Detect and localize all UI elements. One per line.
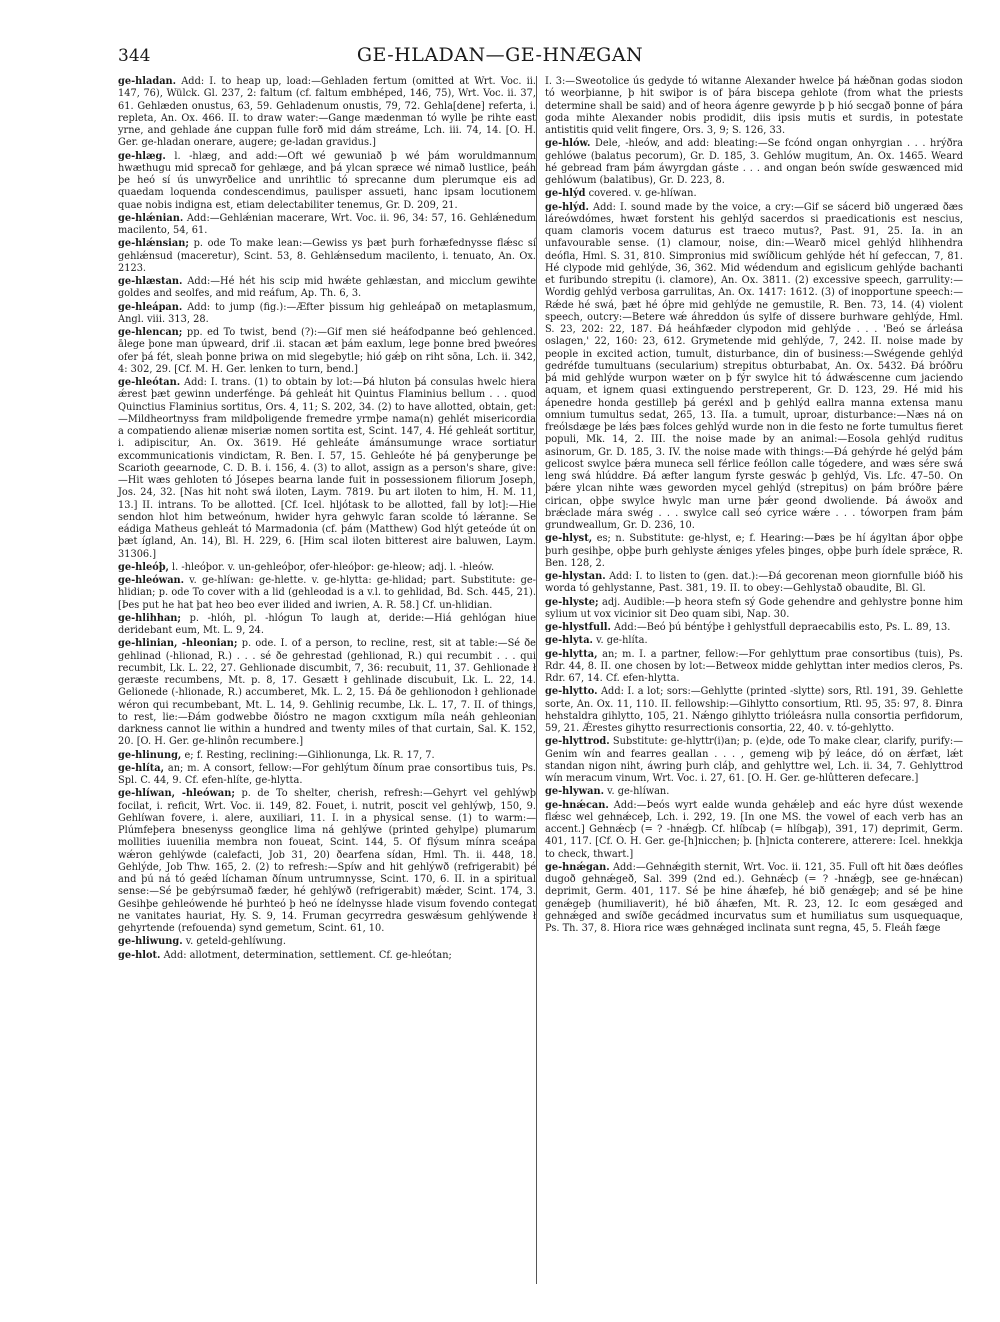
dictionary-entry bbox=[118, 638, 536, 748]
dictionary-entry bbox=[545, 786, 963, 798]
dictionary-entry bbox=[545, 736, 963, 785]
entry-headword: ge-hlów. bbox=[545, 138, 591, 150]
entry-body: adj. Audible:—þ heora stefn sý Gode gehendre and gehlystre þonne him sylium ut vox vicinior sit Deo quam sibi, Nap. 30. bbox=[545, 596, 963, 620]
entry-headword: ge-hlǽnian. bbox=[118, 212, 184, 224]
entry-headword: ge-hlytto. bbox=[545, 686, 598, 698]
dictionary-entry bbox=[545, 800, 963, 861]
entry-headword: ge-hliwung. bbox=[118, 936, 183, 948]
entry-headword: ge-hlyttrod. bbox=[545, 736, 610, 748]
entry-headword: ge-hlinung, bbox=[118, 749, 182, 761]
dictionary-entry bbox=[545, 138, 963, 187]
entry-body: Add:—Hé hét his scip mid hwǽte gehlæstan, and micclum gewihte goldes and seolfes, and mid reáfum, Ap. Th. 6, 3. bbox=[118, 276, 536, 300]
entry-headword: ge-hlot. bbox=[118, 949, 161, 961]
entry-body: l. -hleóþor. v. un-gehleóþor, ofer-hleóþor: ge-hleow; adj. l. -hleów. bbox=[171, 561, 495, 573]
entry-body: Add: to jump (fig.):—Æfter þissum hig gehleápað on metaplasmum, Angl. viii. 313, 28. bbox=[118, 301, 536, 325]
entry-headword: ge-hlyste; bbox=[545, 596, 599, 608]
dictionary-entry bbox=[545, 76, 963, 137]
dictionary-entry bbox=[118, 213, 536, 238]
entry-body: v. ge-hlíwan: ge-hlette. v. ge-hlytta: ge-hlidad; part. Substitute: ge-hlidian; p. ode To cover with a lid (gehleodad is a v.l. to gehlidad, Bd. Sch. 445, 21). [Þes put he hat þat heo beo ever ilided and iwrien, A. R. 58.] Cf. un-hlidian. bbox=[118, 575, 536, 611]
dictionary-entry bbox=[118, 613, 536, 638]
entry-headword: ge-hlyta. bbox=[545, 635, 593, 647]
entry-headword: ge-hlýd bbox=[545, 188, 586, 200]
entry-body: e; f. Resting, reclining:—Gihlionunga, Lk. R. 17, 7. bbox=[184, 749, 435, 761]
entry-body: Substitute: ge-hlyttr(i)an; p. (e)de, ode To make clear, clarify, purify:—Genim wín and fearres geallan . . . , gemeng wiþ þý leáce, dó on ǽrfæt, lǽt standan nigon niht, áwring þurh cláþ, and gehlyttre wel, Lch. ii. 34, 7. Gehlyttrod wín meracum vinum, Wrt. Voc. i. 27, 61. [O. H. Ger. ge-hlûtteren defecare.] bbox=[545, 736, 963, 784]
dictionary-entry bbox=[118, 575, 536, 612]
entry-body: v. ge-hlíta. bbox=[596, 635, 648, 647]
entry-headword: ge-hlíwan, -hleówan; bbox=[118, 788, 236, 800]
entry-headword: ge-hlæstan. bbox=[118, 276, 183, 287]
entry-body: covered. v. ge-hlíwan. bbox=[588, 188, 697, 200]
entry-body: pp. ed To twist, bend (?):—Gif men sié heáfodpanne beó gehlenced. ālege þone man úpweard, drif .ii. stacan æt þám eaxlum, lege þonne bred þweóres ofer þá fét, sleah þonne þriwa on mid slegebytle; hió gǽþ on riht sōna, Lch. ii. 342, 4: 302, 29. [Cf. M. H. Ger. lenken to turn, bend.] bbox=[118, 327, 536, 375]
entry-headword: ge-hlywan. bbox=[545, 786, 605, 798]
dictionary-entry bbox=[545, 533, 963, 570]
entry-body: v. ge-hlíwan. bbox=[607, 786, 670, 798]
dictionary-entry bbox=[545, 188, 963, 200]
entry-headword: ge-hleápan. bbox=[118, 301, 183, 313]
entry-headword: ge-hlystan. bbox=[545, 571, 606, 582]
dictionary-entry bbox=[118, 76, 536, 150]
dictionary-entry bbox=[545, 635, 963, 647]
entry-body: Add: I. a lot; sors:—Gehlytte (printed -slytte) sors, Rtl. 191, 39. Gehlette sorte, An. Ox. 11, 110. II. fellowship:—Gihlytto consortium, Rtl. 95, 35: 97, 8. Ðinra hehstaldra gihlytto, 105, 21. Nǽngo gihlytto trióleásra nulla consortia perfidorum, 59, 21. Ǽrestes gihytto resurrectionis consortia, 22, 40. v. tó-gehlytto. bbox=[545, 686, 963, 734]
dictionary-entry bbox=[545, 571, 963, 596]
entry-body: Add:—Gehlǽnian macerare, Wrt. Voc. ii. 96, 34: 57, 16. Gehlǽnedum macilento, 54, 61. bbox=[118, 212, 536, 236]
entry-headword: ge-hnǽcan. bbox=[545, 799, 609, 811]
entry-body: I. 3:—Sweotolice ús gedyde tó witanne Alexander hwelce þá hǽðnan godas siodon tó weorþianne, þ hit swiþor is of þára biscepa gehlote (from what the priests determine shall be said) and of heora ágenre gewyrde þ þ hió secgað þonne of þára goda mihte Alexander nobis prodidit, diis ipsis mutis et surdis, in potestate antistitis quid velit fingere, Ors. 3, 9; S. 126, 33. bbox=[545, 76, 963, 136]
entry-headword: ge-hleótan. bbox=[118, 377, 181, 388]
entry-body: p. ode To make lean:—Gewiss ys þæt þurh forhæfednysse flǽsc sí gehlǽnsud (maceretur), Scint. 53, 8. Gehlǽnsedum macilento, i. tenuato, An. Ox. 2123. bbox=[118, 238, 536, 274]
entry-headword: ge-hlinian, -hleonian; bbox=[118, 638, 238, 650]
left-column bbox=[118, 76, 536, 962]
dictionary-entry bbox=[118, 151, 536, 212]
entry-headword: ge-hlyst, bbox=[545, 533, 593, 545]
entry-headword: ge-hlencan; bbox=[118, 327, 183, 338]
entry-headword: ge-hleówan. bbox=[118, 575, 185, 586]
dictionary-entry bbox=[118, 950, 536, 962]
dictionary-entry bbox=[118, 763, 536, 788]
entry-body: p. ode. I. of a person, to recline, rest, sit at table:—Sé ðe gehlinad (-hlionad, R.) . . . sé ðe gehrestad (gehlionad, R.) qui recumbit . . . qui recumbit, Lk. L. 22, 27. Gehlionade discumbit, 7, 36: recubuit, 11, 37. Gehlionade ł geræste recumbens, Mt. p. 8, 17. Gesætt ł gehlinade discubuit, Lk. L. 22, 14. Gelionede (-hlionade, R.) accumberet, Mk. L. 2, 15. Ðá ðe gehlionodon ł gehlionade wéron qui recumbebant, Mt. L. 14, 9. Gehlinig recumbe, Lk. L. 17, 7. II. of things, to rest, lie:—Ðám godwebbe ðióstro ne magon cxxtigum míla neáh gehleonian darkness cannot lie within a hundred and twenty miles of that curtain, Sal. K. 152, 20. [O. H. Ger. ge-hlinôn recumbere.] bbox=[118, 638, 536, 748]
entry-body: p. de To shelter, cherish, refresh:—Gehyrt vel gehlýwþ focilat, i. reficit, Wrt. Voc. ii. 149, 82. Fouet, i. nutrit, poscit vel gehlýwþ, 150, 9. Gehlíwan fovere, i. alere, auxiliari, 11. I. in a physical sense. (1) to warm:—Plúmfeþera bnesenyss geonglice lima ná gehlýwe (printed gehylpe) plumarum mollities iuuenilia membra non foueat, Scint. 144, 5. Of flýsum mínra sceápa wǽron gehlýwde (calefacti, Job 31, 20) ðearfena sídan, Hml. Th. ii. 448, 18. Gehlýde, Job Thw. 165, 2. (2) to refresh:—Spíw and hit gehlýwð (refrigerabit) þé and þú ná tó geǽd líchaman ðínum untrumnysse, Scint. 170, 6. II. in a spiritual sense:—Sé þe gebýrsumað fæder, hé gehlýwð (refrigerabit) mǽder, Scint. 174, 3. Gesihþe gehleówende hé þurhteó þ heó ne ídelnysse hlade visum fovendo contegat ne vanitates hauriat, Hy. S. 9, 14. Fruman gecyrredra geswǽsum gehlýwende ł gehyrtende (refouenda) synd gemetum, Scint. 61, 10. bbox=[118, 788, 536, 934]
entry-body: Add:—Þeós wyrt ealde wunda gehǽleþ and eác hyre dúst wexende flǽsc wel gehnǽceþ, Lch. i. 292, 19. [In one MS. the vowel of each verb has an accent.] Gehnǽcþ (= ? -hnǽgþ. Cf. hlíbcaþ (= hlíbgaþ), 391, 17) deprimit, Germ. 401, 117. [Cf. O. H. Ger. ge-[h]nicchen; þ. [h]nicta conterere, atterere: Icel. hnekkja to check, thwart.] bbox=[545, 799, 963, 860]
right-column bbox=[545, 76, 963, 935]
entry-headword: ge-hlæg. bbox=[118, 150, 166, 162]
entry-body: l. -hlæg, and add:—Oft wé gewuniað þ wé þám woruldmannum hwæthugu mid sprecað for gehlæge, and þá ylcan spræce wé nimað lustlice, þeáh þe heó sí ús unwyrðelice and unrihtlic tó sprecanne dum plerumque eis ad quaedam loquenda condescendimus, paulisper assueti, hanc ipsam locutionem quae nobis indigna est, etiam delectabiliter tenemus, Gr. D. 209, 21. bbox=[118, 150, 536, 211]
entry-headword: ge-hleóþ, bbox=[118, 561, 169, 573]
dictionary-entry bbox=[118, 302, 536, 327]
dictionary-entry bbox=[545, 649, 963, 686]
entry-body: Add: I. sound made by the voice, a cry:—Gif se sácerd bið ungeræd ðæs láreówdómes, hwæt forstent his gehlýd sacerdos si praedicationis est nescius, quam clamoris vocem daturus est traeco mutus?, Past. 91, 25. Ia. in an unfavourable sense. (1) clamour, noise, din:—Wearð micel gehlýd hlihhendra deófla, Hml. S. 31, 810. Simpronius mid swíðlicum gehlýde hét hí gefeccan, 7, 81. Hé clypode mid gehlýde, 36, 362. Mid wédendum and egislicum gehlýde bachanti et furibundo strepitu (i. clamore), An. Ox. 3811. (2) excessive speech, garrulity:—Wordig gehlýd verbosa garrulitas, An. Ox. 1417: 1612. (3) of inopportune speech:—Rǽde hé swá, þæt hé óþre mid gehlýde ne gemustile, R. Ben. 73, 14. (4) violent speech, outcry:—Betere wǽ áhreddon ús sylfe of dissere burhware gehlýde, Hml. S. 23, 202: 22, 187. Ðá heáhfæder clypodon mid gehlýde . . . 'Beó se árleása oslagen,' 22, 160: 23, 612. Grymetende mid gehlýde, 7, 242. II. noise made by people in excited action, tumult, disturbance, din of business:—Swégende gehlýd gedréfde tumultuans (secularium) strepitus obturbabat, An. Ox. 5432. Ðá bróðru þá mid gehlýde wurpon wæter on þ fýr swylce hit tó ádwǽscenne cum jaciendo aquam, et ignem quasi extinguendo perstreperent, Gr. D. 123, 29. Hé mid his ápenedre honda gestilleþ þá geréxl and þ gehlýd eallra manna extensa manu omnium tumultus sedat, 265, 13. IIa. a tumult, uproar, disturbance:—Næs ná on freólsdæge þe lǽs þæs folces gehlýd wurde non in die festo ne forte tumultus fieret populi, Mk. 14, 2. III. the noise made by an animal:—Eosola gehlýd ruditus asinorum, Gr. D. 185, 3. IV. the noise made with things:—Ðá gehýrde hé gelýd þám gelicost swylce þǽra muneca sell férlice feóllon calle tógedere, and wæs sére swá leng swá hlúddre. Ðá æfter langum fyrste geswác þ gehlýd, Vis. Lfc. 47–50. On þǽre ylcan nihte wæs geworden mycel gehlýd (strepitus) on þám bróðre þǽre cirican, oþþe swylce hwylc man urne þǽr geond dwoliende. Þá áwoöx and brǽclade mára swég . . . swylce call seó cyrice wǽre . . . tóworpen fram þám grundweallum, Gr. D. 236, 10. bbox=[545, 201, 963, 531]
entry-headword: ge-hlíta, bbox=[118, 762, 164, 774]
dictionary-entry bbox=[118, 562, 536, 574]
column-divider bbox=[536, 76, 537, 1284]
dictionary-entry bbox=[118, 377, 536, 561]
dictionary-entry bbox=[118, 788, 536, 935]
dictionary-entry bbox=[118, 276, 536, 301]
dictionary-entry bbox=[118, 327, 536, 376]
entry-headword: ge-hlýd. bbox=[545, 201, 589, 213]
dictionary-entry bbox=[545, 622, 963, 634]
entry-headword: ge-hlihhan; bbox=[118, 612, 182, 624]
entry-body: p. -hlóh, pl. -hlógun To laugh at, deride:—Hiá gehlógan hiue deridebant eum, Mt. L. 9, 24. bbox=[118, 612, 536, 636]
page-number: 344 bbox=[118, 46, 151, 66]
entry-body: Add:—Gehnǽgith sternit, Wrt. Voc. ii. 121, 35. Full oft hit ðæs deófles dugoð gehnǽgeð, Sal. 399 (2nd ed.). Gehnǽcþ (= ? -hnǽgþ, see ge-hnǽcan) deprimit, Germ. 401, 117. Sé þe hine áhæfeþ, hé bið genǽgeþ; and sé þe hine genǽgeþ (humiliaverit), hé bið áhæfen, Mt. R. 23, 12. Ic eom gesǽged and gehnǽged and swíðe gecádmed incurvatus sum et humiliatus sum usquequaque, Ps. Th. 37, 8. Hiora rice wæs gehnǽged inclinata sunt regna, 45, 5. Fleáh fæge bbox=[545, 861, 963, 934]
entry-body: Add: allotment, determination, settlement. Cf. ge-hleótan; bbox=[163, 949, 452, 961]
dictionary-entry bbox=[545, 202, 963, 533]
entry-headword: ge-hladan. bbox=[118, 76, 177, 87]
entry-headword: ge-hnǽgan. bbox=[545, 861, 610, 873]
entry-headword: ge-hlytta, bbox=[545, 648, 598, 660]
entry-body: Add:—Beó þú béntýþe ł gehlystfull depraecabilis esto, Ps. L. 89, 13. bbox=[614, 622, 951, 633]
entry-body: Add: I. to heap up, load:—Gehladen fertum (omitted at Wrt. Voc. ii. 147, 76), Wülck. Gl. 237, 2: faltum (cf. faltum embhéped, 146, 75), Wrt. Voc. ii. 37, 61. Gehlæden onustus, 63, 59. Gehladenum onustis, 79, 72. Gehla[dene] referta, i. repleta, An. Ox. 466. II. to draw water:—Gange mædenman tó wylle þe rihte east yrne, and gehlade áne cuppan fulle forð mid dám streáme, Lch. iii. 74, 14. [O. H. Ger. ge-hladan onerare, augere; ge-ladan gravidus.] bbox=[118, 76, 536, 149]
entry-body: Add: I. trans. (1) to obtain by lot:—Þá hluton þá consulas hwelc hiera ǽrest þæt gewinn underfénge. Þá gehleát hit Quintus Flaminius bellum . . . quod Quinctius Flaminius sortitus, Ors. 4, 11; S. 202, 34. (2) to have allotted, obtain, get:—Mildheortnyss fram mildþoligende fremedre yrmþe nama(n) gehlét misericordia a compatiendo alienæ miseriæ nomen sortita est, Scint. 147, 4. Hé gehleát sortitur, i. adipiscitur, An. Ox. 3619. Hé gehleáte ámánsumunge wrace sortiatur excommunicationis vindictam, R. Ben. I. 57, 15. Gehleóte hé þá genyþerunge þe Scarioth geearnode, C. D. B. i. 156, 4. (3) to allot, assign as a person's share, give:—Hit wæs gehloten tó Jósepes bearna lande fuit in possessionem filiorum Joseph, Jos. 24, 32. [Nas hit noht swá iloten, Laym. 7819. Þu art iloten to him, H. M. 11, 13.] II. intrans. To be allotted. [Cf. Icel. hljótask to be allotted, fall by lot]:—Hie sendon hlot him betweónum, hwider hyra gehwylc faran scolde tó lǽranne. Se eádiga Matheus gehleát tó Marmadonia (cf. þám (Matthew) God hlýt geteóde út on þæt ígland, An. 14), Bl. H. 229, 6. [Him scal iloten bitterest aire baluwen, Laym. 31306.] bbox=[118, 377, 536, 560]
entry-body: an; m. I. a partner, fellow:—For gehlyttum prae consortibus (tuis), Ps. Rdr. 44, 8. II. one chosen by lot:—Betweox midde gehlyttan inter medios cleros, Ps. Rdr. 67, 14. Cf. efen-hlytta. bbox=[545, 648, 963, 684]
entry-body: v. geteld-gehlíwung. bbox=[185, 936, 286, 948]
dictionary-entry bbox=[545, 862, 963, 936]
entry-headword: ge-hlystfull. bbox=[545, 622, 611, 633]
dictionary-entry bbox=[118, 750, 536, 762]
dictionary-entry bbox=[545, 597, 963, 622]
running-head: GE-HLADAN—GE-HNÆGAN bbox=[356, 44, 644, 66]
dictionary-entry bbox=[118, 936, 536, 948]
entry-body: Add: I. to listen to (gen. dat.):—Ðá gecorenan meon giornfulle bióð his worda tó gehlystanne, Past. 381, 19. II. to obey:—Gehlystað obaudite, Bl. Gl. bbox=[545, 571, 963, 595]
entry-body: Dele, -hleów, and add: bleating:—Se fcónd ongan onhyrgian . . . hrýðra gehlówe (balatus pecorum), Gr. D. 185, 3. Gehlów mugitum, An. Ox. 1465. Weard hé gebread fram þám áwyrgdan gáste . . . and ongan beón swíde geswænced mid gehlówum (balatibus), Gr. D. 223, 8. bbox=[545, 138, 963, 186]
entry-body: an; m. A consort, fellow:—For gehlýtum ðínum prae consortibus tuis, Ps. Spl. C. 44, 9. Cf. efen-hlíte, ge-hlytta. bbox=[118, 762, 536, 786]
entry-headword: ge-hlǽnsian; bbox=[118, 238, 189, 250]
dictionary-entry bbox=[118, 238, 536, 275]
entry-body: es; n. Substitute: ge-hlyst, e; f. Hearing:—Þæs þe hí ágyltan áþor oþþe þurh gesihþe, oþþe þurh gehlyste ǽniges yfeles þinges, oþþe þurh ídele sprǽce, R. Ben. 128, 2. bbox=[545, 533, 963, 569]
dictionary-entry bbox=[545, 686, 963, 735]
